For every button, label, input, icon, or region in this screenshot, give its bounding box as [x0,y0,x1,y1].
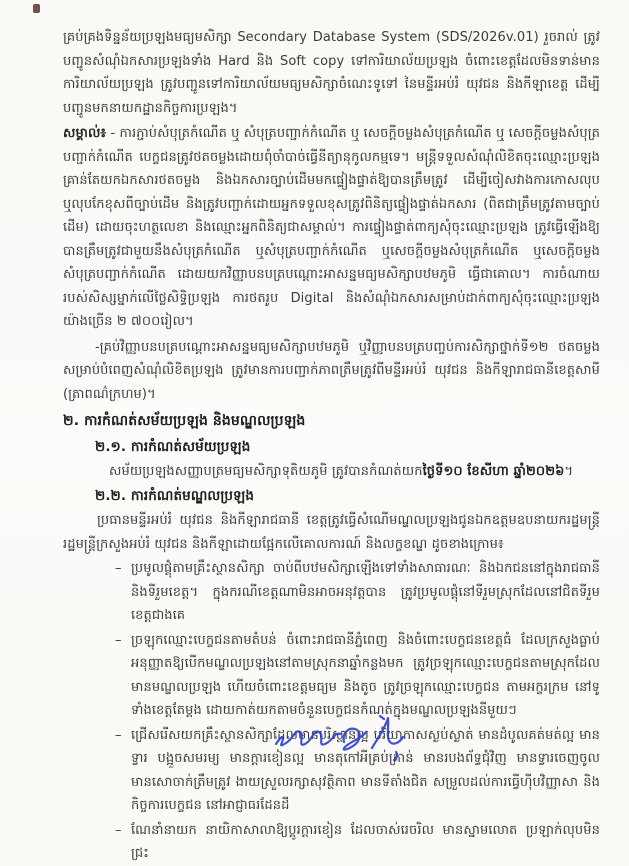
section-2-2-heading: ២.២. ការកំណត់មណ្ឌលប្រឡង [95,487,255,504]
section-2-1-body [63,460,600,484]
section-2-2-intro: ប្រធានមន្ទីរអប់រំ យុវជន និងកីឡារាជធានី ខេត្តត្រូវធ្វើសំណើមណ្ឌលប្រឡងជូនឯកឧត្តមឧបនាយករដ្ឋមន្ត្រី រដ្ឋមន្ត្រីក្រសួងអប់រំ យុវជន និងកីឡាដោយផ្អែកលើគោលការណ៍ និងលក្ខខណ្ឌ ដូចខាងក្រោម៖ [63,513,600,552]
dash-bullet: – [115,727,122,743]
note-label: សម្គាល់៖ [63,126,107,141]
signature-ink [268,708,418,770]
exam-date-sentence-prefix: សម័យប្រឡងសញ្ញាបត្រមធ្យមសិក្សាទុតិយភូមិ ត្រូវបានកំណត់យក [109,464,423,479]
dash-bullet: – [115,632,122,648]
condition-text: ជ្រើសរើសយកគ្រឹះស្ថានសិក្សាដែលមានបរិស្ថានល្អ បរិយាកាសស្ងប់ស្ងាត់ មានដំបូលគត់មត់ល្អ មានទ្វារ បង្អួចសមរម្យ មានក្ដារខៀនល្អ មានតុកៅអីគ្រប់គ្រាន់ មានរបងព័ទ្ធជុំវិញ មានទ្វារចេញចូល មានសោចាក់ត្រឹមត្រូវ ងាយស្រួលរក្សាសុវត្ថិភាព មានទីតាំងជិត សម្រួលដល់ការធ្វើហ៊ីបវិញ្ញាសា និងកិច្ចការបេក្ខជន នៅអាជ្ញាធរដែនដី [131,727,600,813]
dash-bullet: – [115,561,122,576]
paragraph-certificates: -គ្រប់វិញ្ញាបនបត្របណ្ដោះអាសន្នមធ្យមសិក្សាបឋមភូមិ ឬវិញ្ញាបនបត្របញ្ចប់ការសិក្សាថ្នាក់ទី១២ ថតចម្លងសម្រាប់បំពេញសំណុំលិខិតប្រឡង ត្រូវមានការបញ្ជាក់ភាពត្រឹមត្រូវពីមន្ទីរអប់រំ យុវជន និងកីឡារាជធានីខេត្តសាមី (ត្រាពណ៌ក្រហម)។ [63,339,600,402]
note-text: - ការភ្ជាប់សំបុត្រកំណើត ឬ សំបុត្របញ្ជាក់កំណើត ឬ សេចក្ដីចម្លងសំបុត្រកំណើត ឬ សេចក្ដីចម្លងសំបុត្របញ្ជាក់កំណើត បេក្ខជនត្រូវថតចម្លងដោយពុំចាំបាច់ធ្វើនីត្យានុកូលកម្មទេ។ មន្ត្រីទទួលសំណុំលិខិតចុះឈ្មោះប្រឡងគ្រាន់តែយកឯកសារថតចម្លង និងឯកសារច្បាប់ដើមមកផ្ទៀងផ្ទាត់ឱ្យបានត្រឹមត្រូវ ដើម្បីចៀសវាងការកោសលុប ឬលុបកែខុសពីច្បាប់ដើម និងត្រូវបញ្ជាក់ដោយអ្នកទទួលខុសត្រូវពិនិត្យផ្ទៀងផ្ទាត់ឯកសារ (ពិតជាត្រឹមត្រូវតាមច្បាប់ដើម) ដោយចុះហត្ថលេខា និងឈ្មោះអ្នកពិនិត្យជាសម្គាល់។ ការផ្ទៀងផ្ទាត់ពាក្យសុំចុះឈ្មោះប្រឡង ត្រូវធ្វើឡើងឱ្យបានត្រឹមត្រូវជាមួយនឹងសំបុត្រកំណើត ឬសំបុត្របញ្ជាក់កំណើត ឬសេចក្ដីចម្លងសំបុត្រកំណើត ឬសេចក្ដីចម្លងសំបុត្របញ្ជាក់កំណើត ដោយយកវិញ្ញាបនបត្របណ្ដោះអាសន្នមធ្យមសិក្សាបឋមភូមិ ធ្វើជាគោល។ ការចំណាយរបស់សិស្សម្នាក់លើថ្លៃសិទ្ធិប្រឡង ការថតរូប Digital និងសំណុំឯកសារសម្រាប់ដាក់ពាក្យសុំចុះឈ្មោះប្រឡងយ៉ាងច្រើន ២ ៧០០រៀល។ [63,126,600,329]
condition-text: ប្រមូលផ្ដុំតាមគ្រឹះស្ថានសិក្សា ចាប់ពីបឋមសិក្សាឡើងទៅទាំងសាធារណៈ និងឯកជននៅក្នុងរាជធានី និងទីរួមខេត្ត។ ក្នុងករណីខេត្តណាមិនអាចអនុវត្តបាន ត្រូវប្រមូលផ្ដុំនៅទីរួមស្រុកដែលនៅជិតទីរួមខេត្តជាងគេ [131,561,600,623]
dash-bullet: – [115,822,122,838]
section-2-1-heading: ២.១. ការកំណត់សម័យប្រឡង [95,438,251,455]
list-item [115,557,600,628]
exam-date-sentence-suffix: ។ [564,464,574,479]
list-item [115,819,600,866]
condition-text: ច្រឡុកឈ្មោះបេក្ខជនតាមតំបន់ ចំពោះរាជធានីភ្នំពេញ និងចំពោះបេក្ខជនខេត្តធំ ដែលក្រសួងធ្លាប់អនុញ្ញាតឱ្យបើកមណ្ឌលប្រឡងនៅតាមស្រុកនាឆ្នាំកន្លងមក ត្រូវច្រឡុកឈ្មោះបេក្ខជនតាមស្រុកដែលមានមណ្ឌលប្រឡង ហើយចំពោះខេត្តមធ្យម និងតូច ត្រូវច្រឡុកឈ្មោះបេក្ខជន តាមអក្ខរក្រម នៅទូទាំងខេត្តតែម្ដង ដោយកាត់យកតាមចំនួនបេក្ខជនកំណត់ក្នុងមណ្ឌលប្រឡងនីមួយៗ [131,632,600,718]
scan-artifact [33,4,40,13]
note-paragraph [63,122,600,334]
section-2-heading: ២. ការកំណត់សម័យប្រឡង និងមណ្ឌលប្រឡង [63,413,306,429]
paragraph-database-system: គ្រប់គ្រងទិន្នន័យប្រឡងមធ្យមសិក្សា Secondary Database System (SDS/2026v.01) រួចរាល់ ត្រូវបញ្ជូនសំណុំឯកសារប្រឡងទាំង Hard និង Soft copy ទៅការិយាល័យប្រឡង ចំពោះខេត្តដែលមិនទាន់មានការិយាល័យប្រឡង ត្រូវបញ្ជូនទៅការិយាល័យមធ្យមសិក្សាចំណេះទូទៅ នៃមន្ទីរអប់រំ យុវជន និងកីឡាខេត្ត ដើម្បីបញ្ជូនមកនាយកដ្ឋានកិច្ចការប្រឡង។ [63,30,600,116]
condition-text: ណែនាំនាយក នាយិកាសាលាឱ្យប្ដូរក្ដារខៀន ដែលចាស់រេចរិល មានស្នាមលោត ប្រឡាក់លុបមិនជ្រះ [131,822,600,861]
exam-date: ថ្ងៃទី១០ ខែសីហា ឆ្នាំ២០២៦ [422,464,565,479]
